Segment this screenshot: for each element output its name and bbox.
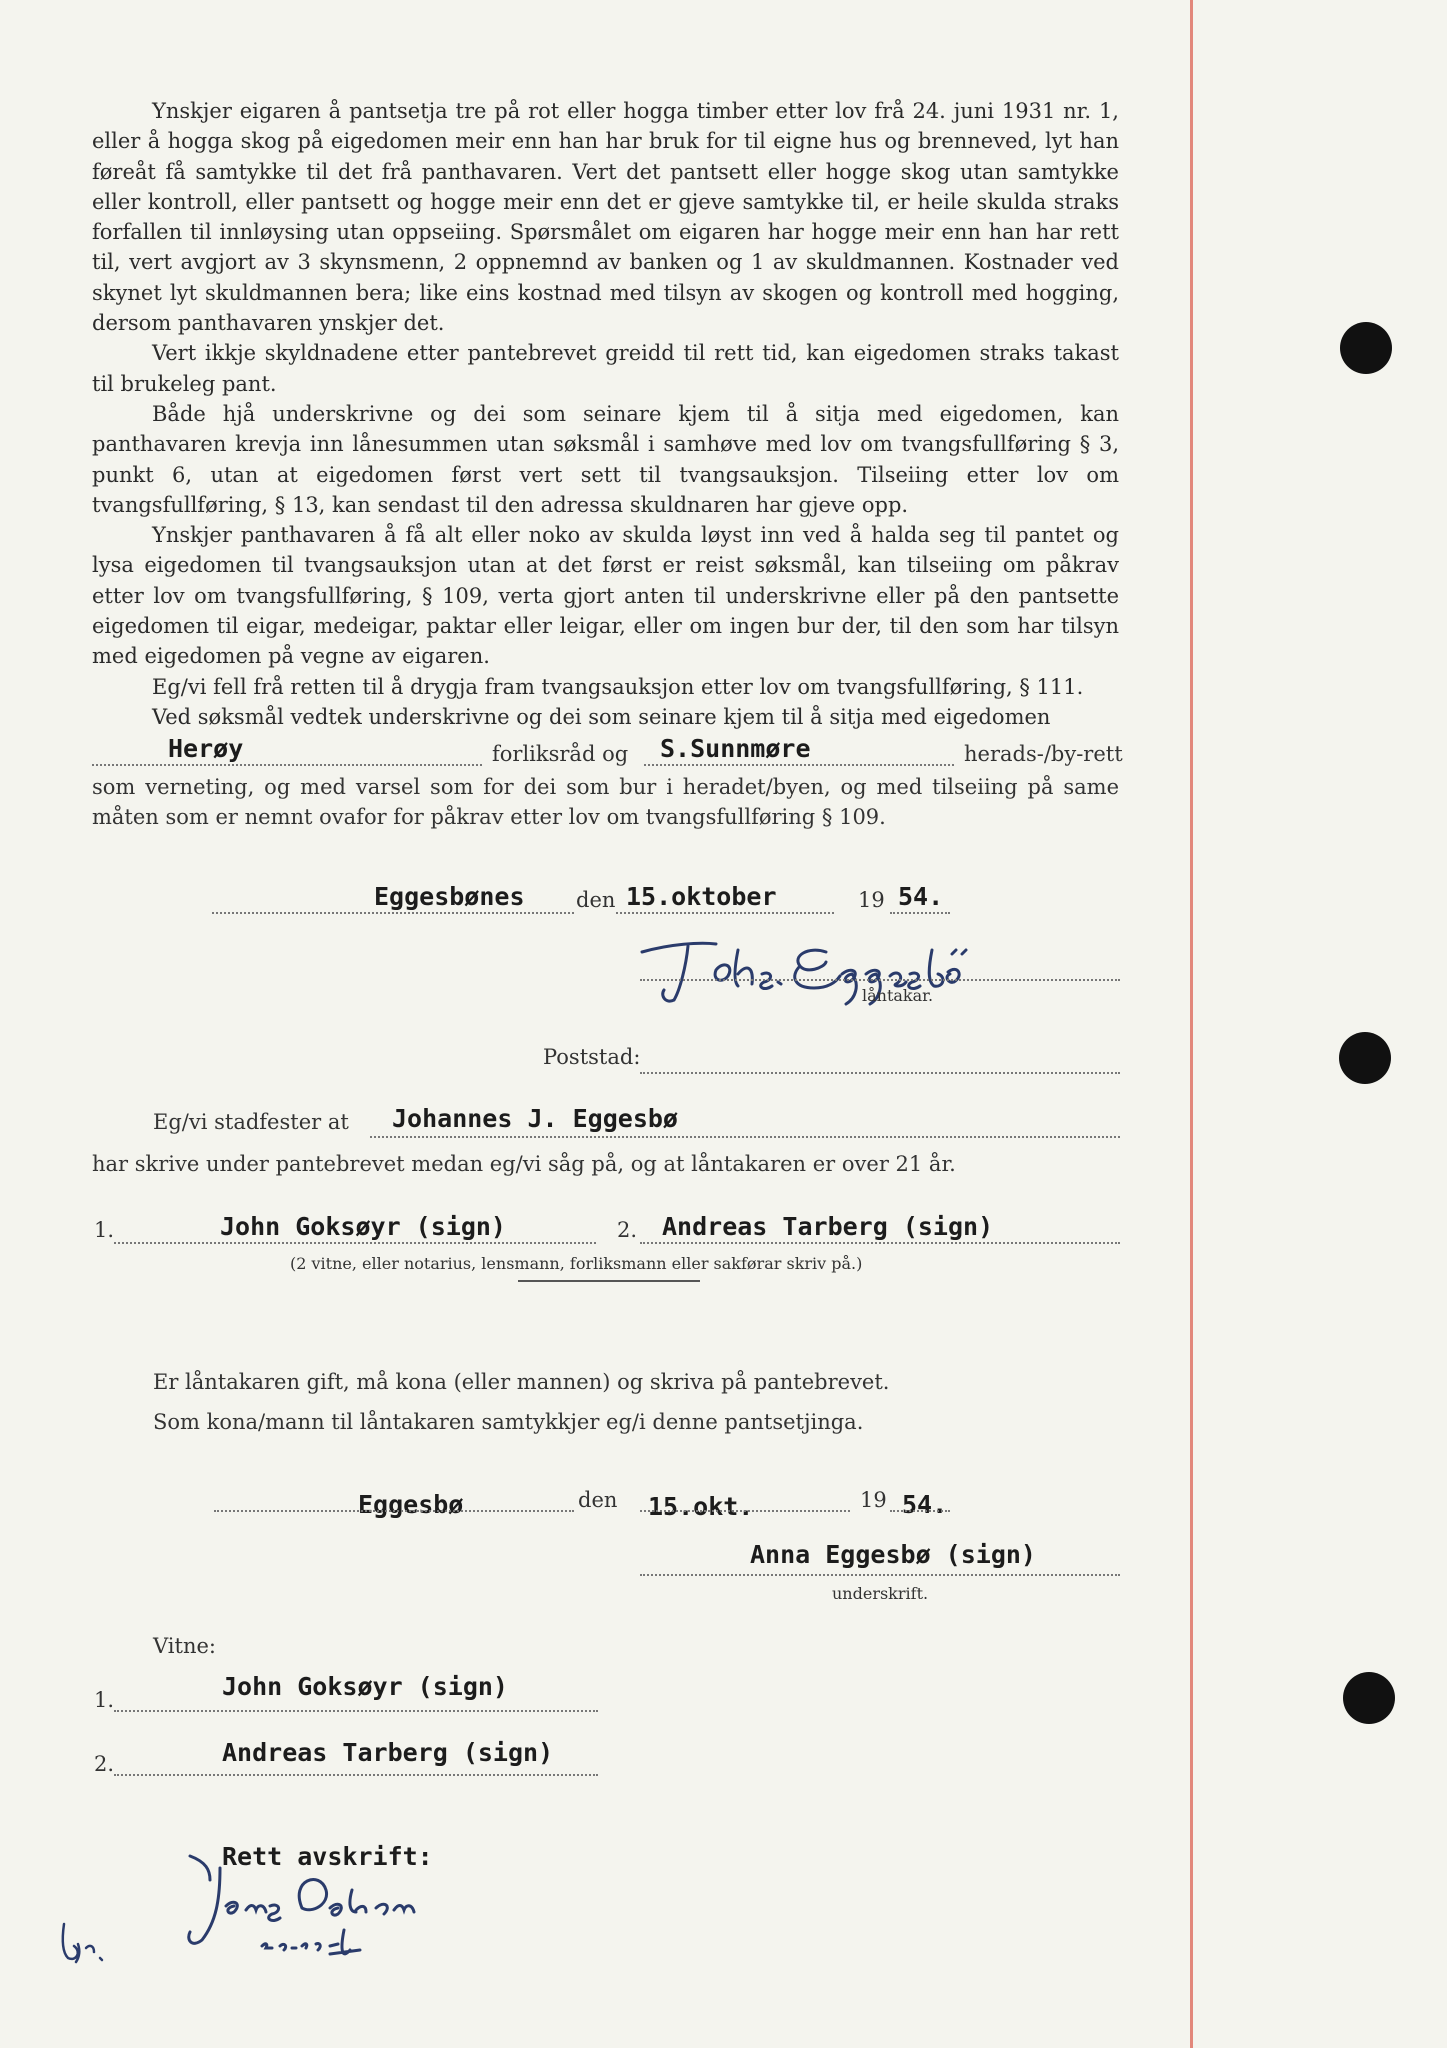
fill-line [114,1710,598,1712]
witness-note: (2 vitne, eller notarius, lensmann, forliksmann eller sakførar skriv på.) [290,1254,863,1273]
fill-line [114,1242,596,1244]
venue-text: som verneting, og med varsel som for dei som bur i heradet/byen, og med tilseiing på same måten som er nemnt ovafor for påkrav etter lov om tvangsfullføring § 109. [92,775,1119,830]
dateline1-century: 19 [858,888,885,912]
dateline2-date: 15.okt. [648,1492,754,1521]
dateline2-place: Eggesbø [358,1490,464,1519]
witness-2-name: Andreas Tarberg (sign) [662,1212,994,1241]
fill-line [92,764,482,766]
borrower-label: låntakar. [862,986,934,1005]
dateline2-den: den [578,1488,618,1512]
fill-line [890,912,950,914]
fill-line [640,1242,1120,1244]
fill-line [640,1510,850,1512]
witness-statement-prefix: Eg/vi stadfester at [153,1110,349,1134]
vitne-2-name: Andreas Tarberg (sign) [222,1738,554,1767]
underskrift-label: underskrift. [832,1584,929,1603]
margin-rule [1190,0,1193,2048]
punch-hole [1339,1032,1391,1084]
certification-signature-image [180,1850,480,1970]
dateline1-year: 54. [898,882,944,911]
dateline1-place: Eggesbønes [374,882,525,911]
vitne-1-name: John Goksøyr (sign) [222,1672,508,1701]
paragraph-venue: Ved søksmål vedtek underskrivne og dei som seinare kjem til å sitja med eigedomen [152,704,1051,729]
fill-line [640,1574,1120,1576]
punch-hole [1343,1672,1395,1724]
venue-forliksrad-label: forliksråd og [492,742,629,766]
spouse-signature: Anna Eggesbø (sign) [750,1540,1036,1569]
fill-line [644,764,954,766]
venue-forliksrad-value: Herøy [168,734,244,763]
body-text [92,96,1119,732]
initials-mark [56,1918,116,1968]
dateline2-century: 19 [860,1488,887,1512]
paragraph-forest: Ynskjer eigaren å pantsetja tre på rot eller hogga timber etter lov frå 24. juni 1931 nr. 1, eller å hogga skog på eigedomen meir enn han har bruk for til eigne hus og brenneved, lyt han føreåt få samtykke til det frå panthavaren. Vert det pantsett eller hogge skog utan samtykke eller kontroll, eller pantsett og hogge meir enn det er gjeve samtykke til, er heile skulda straks forfallen til innløysing utan oppseiing. Spørsmålet om eigaren har hogge meir enn han har rett til, vert avgjort av 3 skynsmenn, 2 oppnemnd av banken og 1 av skuldmannen. Kostnader ved skynet lyt skuldmannen bera; like eins kostnad med tilsyn av skogen og kontroll med hogging, dersom panthavaren ynskjer det. [92,99,1119,336]
fill-line [214,1510,574,1512]
fill-line [114,1774,598,1776]
section-divider [518,1280,700,1282]
witness-2-number: 2. [617,1218,638,1242]
witness-1-number: 1. [94,1218,115,1242]
spouse-line-1: Er låntakaren gift, må kona (eller mannen) og skriva på pantebrevet. [153,1370,890,1394]
fill-line [640,979,1120,981]
vitne-2-number: 2. [94,1752,115,1776]
vitne-1-number: 1. [94,1688,115,1712]
fill-line [212,912,574,914]
fill-line [370,1136,1120,1138]
borrower-signature-image [630,930,990,1010]
witness-1-name: John Goksøyr (sign) [220,1212,506,1241]
certification-label: Rett avskrift: [222,1842,433,1871]
paragraph-waiver: Eg/vi fell frå retten til å drygja fram tvangsauksjon etter lov om tvangsfullføring, § 111. [152,674,1084,699]
poststad-label: Poststad: [543,1045,641,1069]
dateline1-date: 15.oktober [626,882,777,911]
spouse-line-2: Som kona/mann til låntakaren samtykkjer eg/i denne pantsetjinga. [153,1410,864,1434]
venue-rett-value: S.Sunnmøre [660,734,811,763]
paragraph-auction: Ynskjer panthavaren å få alt eller noko av skulda løyst inn ved å halda seg til pantet og lysa eigedomen til tvangsauksjon utan at det først er reist søksmål, kan tilseiing om påkrav etter lov om tvangsfullføring, § 109, verta gjort anten til underskrivne eller på den pantsette eigedomen til eigar, medeigar, paktar eller leigar, eller om ingen bur der, til den som har tilsyn med eigedomen på vegne av eigaren. [92,523,1119,669]
fill-line [890,1510,950,1512]
dateline1-den: den [576,888,616,912]
witness-statement-suffix: har skrive under pantebrevet medan eg/vi såg på, og at låntakaren er over 21 år. [92,1152,956,1176]
paragraph-collection: Både hjå underskrivne og dei som seinare kjem til å sitja med eigedomen, kan panthavaren krevja inn lånesummen utan søksmål i samhøve med lov om tvangsfullføring § 3, punkt 6, utan at eigedomen først vert sett til tvangsauksjon. Tilseiing etter lov om tvangsfullføring, § 13, kan sendast til den adressa skuldnaren har gjeve opp. [92,401,1119,517]
fill-line [616,912,834,914]
dateline2-year: 54. [902,1490,948,1519]
venue-rett-label: herads-/by-rett [964,742,1123,766]
vitne-label: Vitne: [153,1634,216,1658]
witness-statement-name: Johannes J. Eggesbø [392,1104,678,1133]
poststad-field [640,1072,1120,1074]
paragraph-default: Vert ikkje skyldnadene etter pantebrevet greidd til rett tid, kan eigedomen straks takast til brukeleg pant. [92,341,1119,396]
punch-hole [1340,322,1392,374]
